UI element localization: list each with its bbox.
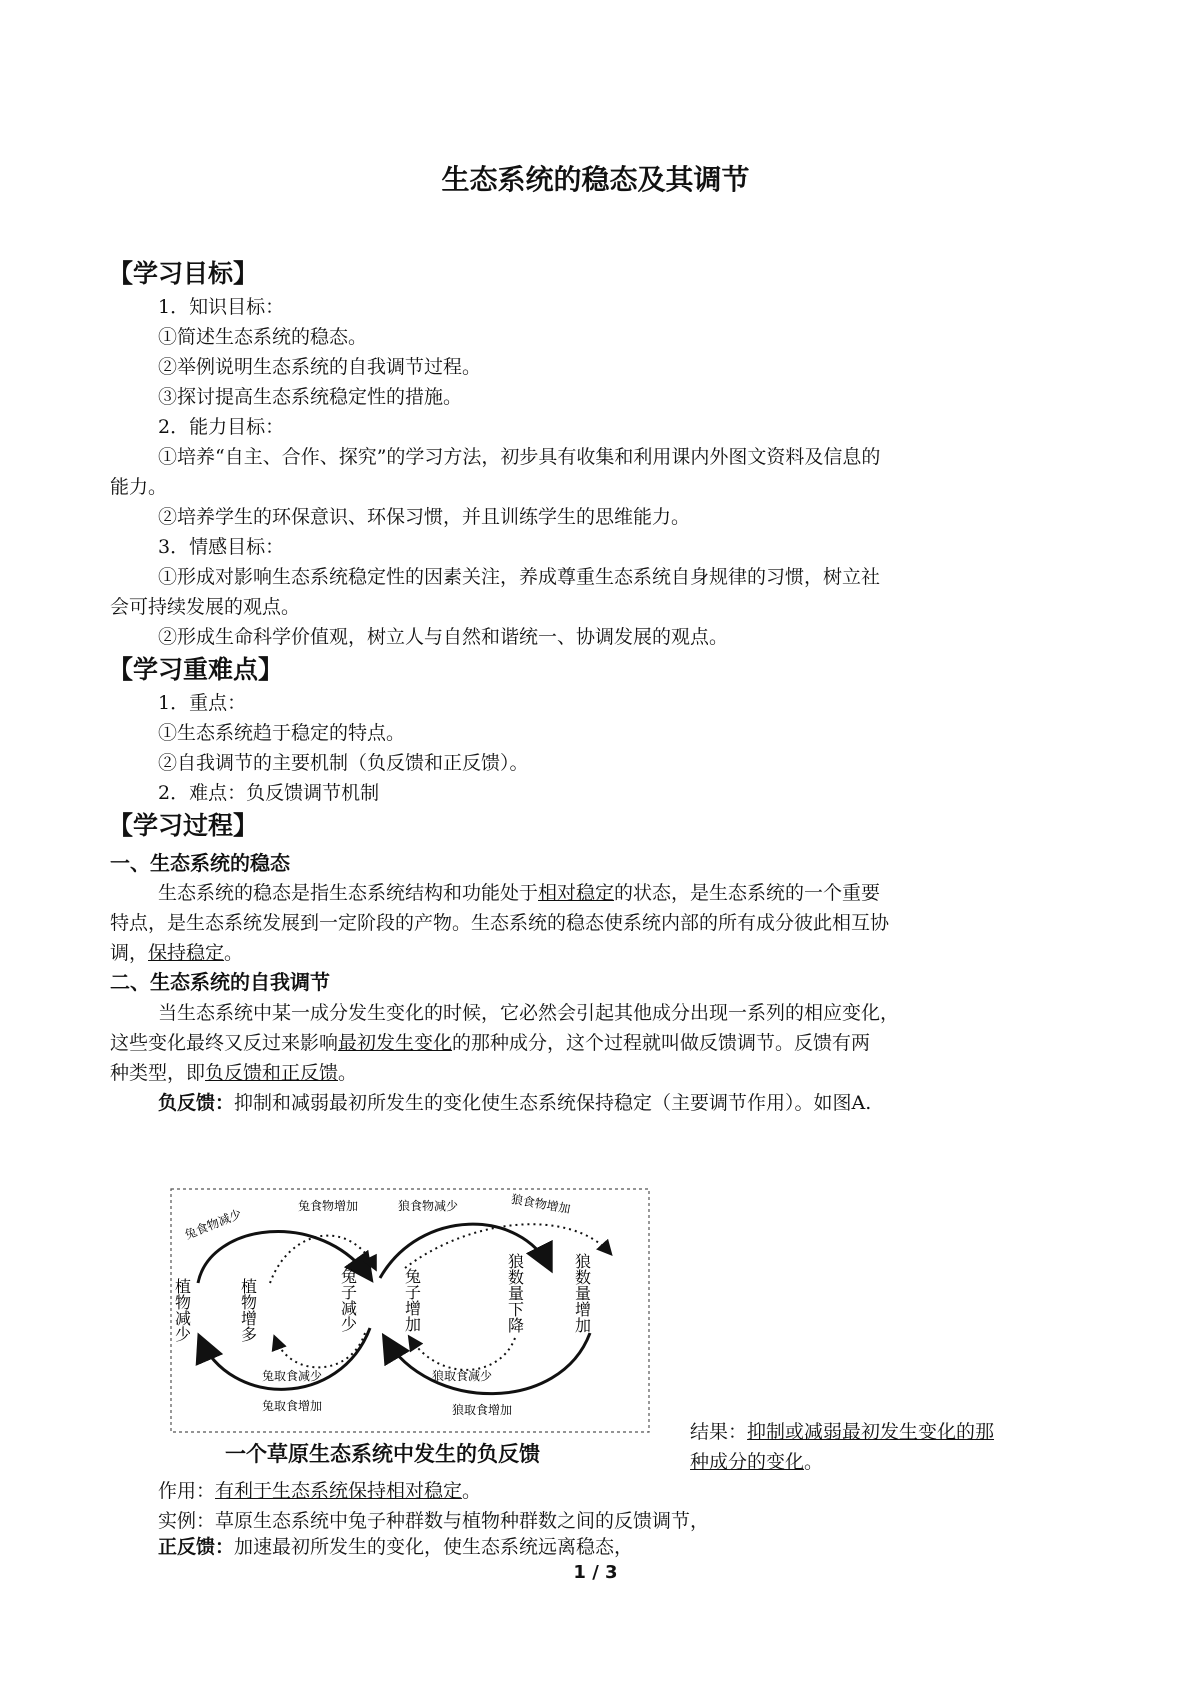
knowledge-goal-1: ①简述生态系统的稳态。 — [158, 326, 368, 348]
section-2-line2: 这些变化最终又反过来影响最初发生变化的那种成分，这个过程就叫做反馈调节。反馈有两 — [110, 1032, 871, 1054]
node-rabbit-increase: 兔子增加 — [402, 1268, 422, 1332]
node-plant-decrease: 植物减少 — [172, 1278, 192, 1342]
difficult-point: 2．难点：负反馈调节机制 — [158, 782, 380, 804]
negative-feedback-label: 负反馈： — [158, 1092, 235, 1114]
section-2-line3: 种类型，即负反馈和正反馈。 — [110, 1062, 358, 1084]
node-plant-increase: 植物增多 — [238, 1278, 258, 1342]
node-wolf-decrease: 狼数量下降 — [505, 1253, 525, 1333]
ability-goal-2: ②培养学生的环保意识、环保习惯，并且训练学生的思维能力。 — [158, 506, 691, 528]
label-top-wolf-food-decrease: 狼食物减少 — [398, 1199, 459, 1213]
emotion-goal-2: ②形成生命科学价值观，树立人与自然和谐统一、协调发展的观点。 — [158, 626, 729, 648]
negative-feedback-diagram — [170, 1188, 650, 1433]
keypoints-heading: 【学习重难点】 — [108, 655, 284, 684]
positive-feedback-line: 正反馈：加速最初所发生的变化，使生态系统远离稳态， — [158, 1536, 634, 1558]
negative-feedback-line: 负反馈：抑制和减弱最初所发生的变化使生态系统保持稳定（主要调节作用）。如图A. — [158, 1092, 872, 1114]
underline-initial-change: 最初发生变化 — [338, 1032, 453, 1054]
section-1-line3: 调，保持稳定。 — [110, 942, 244, 964]
ability-goal-1-line1: ①培养“自主、合作、探究”的学习方法，初步具有收集和利用课内外图文资料及信息的 — [158, 446, 881, 468]
emotion-goal-1-line2: 会可持续发展的观点。 — [110, 596, 301, 618]
underline-relative-stable: 相对稳定 — [538, 882, 615, 904]
section-1-title: 一、生态系统的稳态 — [110, 851, 290, 875]
ability-goal-1-line2: 能力。 — [110, 476, 168, 498]
emotion-goal-title: 3．情感目标： — [158, 536, 285, 558]
knowledge-goal-2: ②举例说明生态系统的自我调节过程。 — [158, 356, 482, 378]
keypoint-title: 1．重点： — [158, 692, 247, 714]
positive-feedback-label: 正反馈： — [158, 1536, 235, 1558]
label-bottom-rabbit-intake-increase: 兔取食增加 — [262, 1399, 323, 1413]
label-top-rabbit-food-decrease: 兔食物减少 — [182, 1206, 244, 1243]
knowledge-goal-title: 1．知识目标： — [158, 296, 285, 318]
arrow-wolf-increase-to-rabbit-decrease — [385, 1333, 590, 1394]
emotion-goal-1-line1: ①形成对影响生态系统稳定性的因素关注，养成尊重生态系统自身规律的习惯，树立社 — [158, 566, 881, 588]
result-line2: 种成分的变化。 — [690, 1451, 824, 1473]
result-line1: 结果：抑制或减弱最初发生变化的那 — [690, 1421, 995, 1443]
dotted-arrow-plant-increase-to-rabbit — [270, 1236, 375, 1283]
label-bottom-wolf-intake-increase: 狼取食增加 — [452, 1403, 513, 1417]
keypoint-1: ①生态系统趋于稳定的特点。 — [158, 722, 406, 744]
label-bottom-wolf-intake-decrease: 狼取食减少 — [432, 1369, 493, 1383]
label-bottom-rabbit-intake-decrease: 兔取食减少 — [262, 1369, 323, 1383]
underline-keep-stable: 保持稳定 — [148, 942, 225, 964]
page-title: 生态系统的稳态及其调节 — [441, 163, 750, 196]
section-2-title: 二、生态系统的自我调节 — [110, 970, 330, 994]
label-top-rabbit-food-increase: 兔食物增加 — [298, 1199, 359, 1213]
dotted-arrow-rabbit-to-plant-increase — [275, 1333, 365, 1367]
node-wolf-increase: 狼数量增加 — [572, 1253, 592, 1333]
objectives-heading: 【学习目标】 — [108, 259, 259, 288]
process-heading: 【学习过程】 — [108, 811, 259, 840]
ability-goal-title: 2．能力目标： — [158, 416, 285, 438]
underline-feedback-types: 负反馈和正反馈 — [205, 1062, 339, 1084]
example-line: 实例：草原生态系统中兔子种群数与植物种群数之间的反馈调节， — [158, 1510, 710, 1532]
page-number: 1 / 3 — [573, 1562, 618, 1583]
keypoint-2: ②自我调节的主要机制（负反馈和正反馈）。 — [158, 752, 529, 774]
node-rabbit-decrease: 兔子减少 — [338, 1268, 358, 1332]
figure-caption: 一个草原生态系统中发生的负反馈 — [225, 1442, 540, 1466]
section-2-line1: 当生态系统中某一成分发生变化的时候，它必然会引起其他成分出现一系列的相应变化， — [158, 1002, 900, 1024]
knowledge-goal-3: ③探讨提高生态系统稳定性的措施。 — [158, 386, 463, 408]
label-top-wolf-food-increase: 狼食物增加 — [509, 1191, 572, 1217]
dotted-arrow-wolf-decrease-to-rabbit-increase — [410, 1338, 515, 1370]
section-1-line2: 特点，是生态系统发展到一定阶段的产物。生态系统的稳态使系统内部的所有成分彼此相互协 — [110, 912, 890, 934]
section-1-line1: 生态系统的稳态是指生态系统结构和功能处于相对稳定的状态，是生态系统的一个重要 — [158, 882, 881, 904]
role-line: 作用：有利于生态系统保持相对稳定。 — [158, 1480, 482, 1502]
